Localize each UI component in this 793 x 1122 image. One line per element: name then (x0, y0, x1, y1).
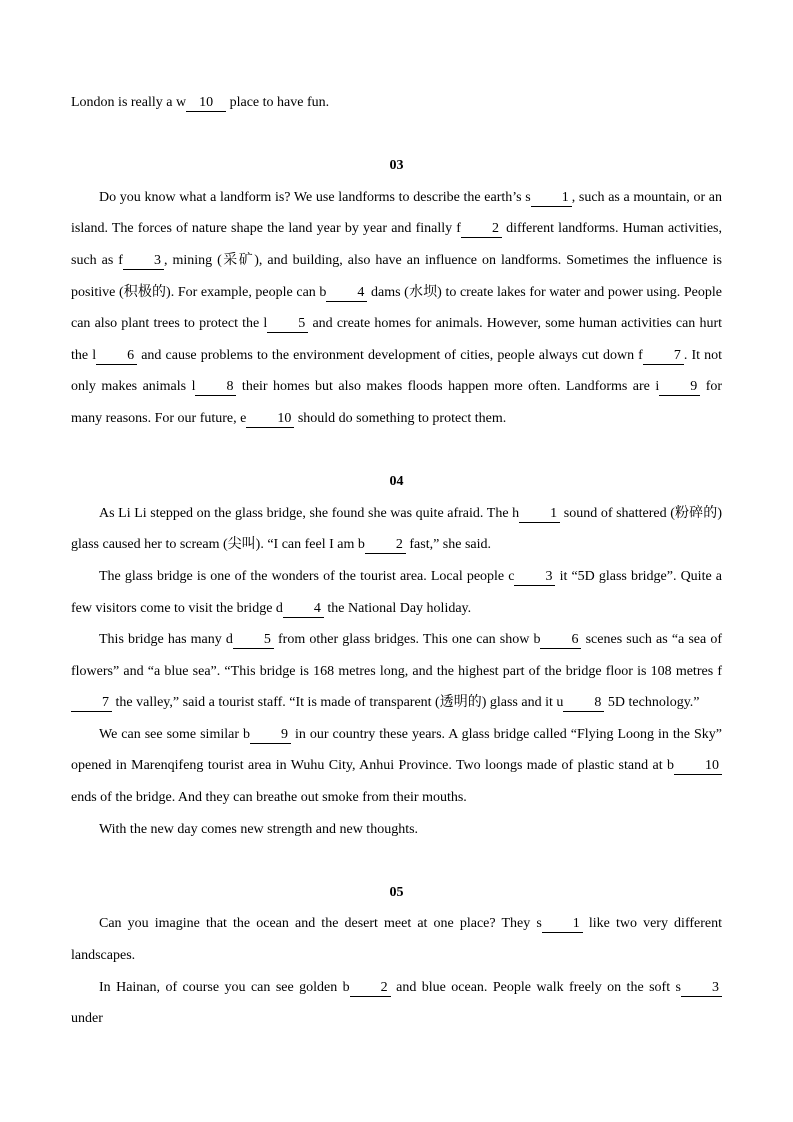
fill-in-blank: 3 (681, 979, 722, 997)
paragraph: The glass bridge is one of the wonders of the tourist area. Local people c 3 it “5D glass bridge”. Quite a few visitors come to visit the bridge d 4 the National Day holiday. (71, 568, 722, 616)
fill-in-blank: 10 (246, 410, 294, 428)
fill-in-blank: 1 (531, 189, 572, 207)
document-page (71, 87, 722, 1035)
section-heading-03: 03 (389, 158, 404, 174)
fill-in-blank: 3 (514, 568, 555, 586)
paragraph: We can see some similar b 9 in our country these years. A glass bridge called “Flying Loong in the Sky” opened in Marenqifeng tourist area in Wuhu City, Anhui Province. Two loongs made of plastic stand at b 10 ends of the bridge. And they can breathe out smoke from their mouths. (71, 726, 722, 806)
document-content (71, 87, 722, 1035)
fill-in-blank: 1 (519, 505, 560, 523)
fill-in-blank: 6 (540, 631, 581, 649)
fill-in-blank: 8 (195, 378, 236, 396)
fill-in-blank: 2 (461, 220, 502, 238)
section-heading-05: 05 (389, 884, 404, 900)
fill-in-blank: 7 (71, 694, 112, 712)
paragraph: As Li Li stepped on the glass bridge, she found she was quite afraid. The h 1 sound of shattered (粉碎的) glass caused her to scream (尖叫). “I can feel I am b 2 fast,” she said. (71, 505, 723, 553)
fill-in-blank: 10 (674, 757, 722, 775)
paragraph: London is really a w 10 place to have fun. (71, 95, 330, 110)
fill-in-blank: 7 (643, 347, 684, 365)
paragraph: With the new day comes new strength and new thoughts. (99, 821, 419, 837)
fill-in-blank: 6 (96, 347, 137, 365)
fill-in-blank: 5 (267, 315, 308, 333)
fill-in-blank: 3 (123, 252, 164, 270)
fill-in-blank: 2 (350, 979, 391, 997)
fill-in-blank: 5 (233, 631, 274, 649)
paragraph: Do you know what a landform is? We use landforms to describe the earth’s s 1 , such as a mountain, or an island. The forces of nature shape the land year by year and finally f 2 different landforms. Human activities, such as f 3 , mining (采矿), and building, also have an influence on landforms. Sometimes the influence is positive (积极的). For example, people can b 4 dams (水坝) to create lakes for water and power using. People can also plant trees to protect the l 5 and create homes for animals. However, some human activities can hurt the l 6 and cause problems to the environment development of cities, people always cut down f 7 . It not only makes animals l 8 their homes but also makes floods happen more often. Landforms are i 9 for many reasons. For our future, e 10 should do something to protect them. (71, 189, 723, 426)
fill-in-blank: 4 (326, 284, 367, 302)
paragraph: This bridge has many d 5 from other glass bridges. This one can show b 6 scenes such as “a sea of flowers” and “a blue sea”. “This bridge is 168 metres long, and the highest part of the bridge floor is 108 metres f7 the valley,” said a tourist staff. “It is made of transparent (透明的) glass and it u 8 5D technology.” (71, 632, 723, 711)
fill-in-blank: 9 (250, 726, 291, 744)
fill-in-blank: 4 (283, 600, 324, 618)
fill-in-blank: 2 (365, 536, 406, 554)
section-heading-04: 04 (389, 474, 404, 490)
fill-in-blank: 1 (542, 915, 583, 933)
fill-in-blank: 9 (659, 378, 700, 396)
fill-in-blank: 8 (563, 694, 604, 712)
paragraph: In Hainan, of course you can see golden b 2 and blue ocean. People walk freely on the soft s 3 under (71, 972, 722, 1035)
paragraph: Can you imagine that the ocean and the desert meet at one place? They s 1 like two very different landscapes. (71, 916, 722, 964)
fill-in-blank: 10 (186, 94, 226, 112)
